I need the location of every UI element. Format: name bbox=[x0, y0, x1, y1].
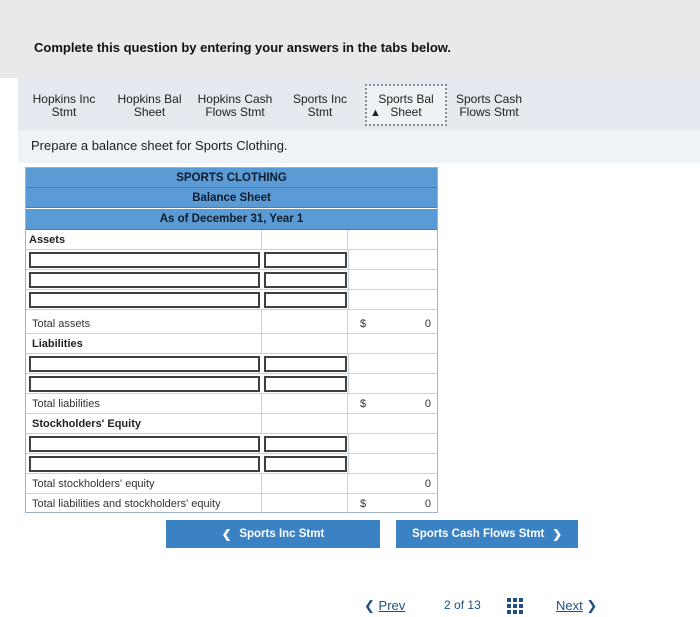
total-assets-row bbox=[26, 314, 437, 334]
total-equity-row bbox=[26, 474, 437, 494]
currency-symbol: $ bbox=[360, 397, 367, 410]
liabilities-label: Liabilities bbox=[26, 334, 262, 353]
total-liabilities-label: Total liabilities bbox=[26, 394, 262, 413]
instruction-text: Prepare a balance sheet for Sports Clothing. bbox=[31, 138, 288, 153]
total-liab-equity-label: Total liabilities and stockholders' equity bbox=[26, 494, 262, 514]
asset-label-select[interactable] bbox=[29, 292, 260, 308]
table-row bbox=[26, 250, 437, 270]
table-row bbox=[26, 354, 437, 374]
table-row bbox=[26, 374, 437, 394]
balance-sheet-form bbox=[25, 167, 438, 513]
total-liabilities-row bbox=[26, 394, 437, 414]
asset-label-select[interactable] bbox=[29, 272, 260, 288]
asset-amount-input[interactable] bbox=[264, 292, 347, 308]
page-indicator: 2 of 13 bbox=[444, 598, 481, 612]
total-equity-label: Total stockholders' equity bbox=[26, 474, 262, 493]
next-button[interactable]: Next ❯ bbox=[556, 598, 598, 613]
equity-label-select[interactable] bbox=[29, 456, 260, 472]
table-row bbox=[26, 434, 437, 454]
question-title: Complete this question by entering your answers in the tabs below. bbox=[34, 40, 452, 55]
mouse-cursor-icon: ▲ bbox=[370, 107, 381, 119]
asset-label-select[interactable] bbox=[29, 252, 260, 268]
tab-hopkins-inc-stmt[interactable]: Hopkins Inc Stmt bbox=[32, 92, 96, 119]
statement-date: As of December 31, Year 1 bbox=[26, 209, 437, 230]
asset-amount-input[interactable] bbox=[264, 252, 347, 268]
chevron-right-icon: ❯ bbox=[586, 598, 598, 613]
next-tab-button[interactable]: Sports Cash Flows Stmt ❯ bbox=[396, 520, 578, 548]
equity-amount-input[interactable] bbox=[264, 456, 347, 472]
currency-symbol: $ bbox=[360, 317, 367, 330]
liability-label-select[interactable] bbox=[29, 376, 260, 392]
total-liab-equity-value: 0 bbox=[424, 498, 431, 510]
assets-header-row bbox=[26, 230, 437, 250]
liability-label-select[interactable] bbox=[29, 356, 260, 372]
table-row bbox=[26, 454, 437, 474]
equity-header-row bbox=[26, 414, 437, 434]
currency-symbol: $ bbox=[360, 498, 367, 510]
liability-amount-input[interactable] bbox=[264, 376, 347, 392]
assets-label: Assets bbox=[26, 230, 262, 249]
tab-sports-cash-flows-stmt[interactable]: Sports Cash Flows Stmt bbox=[455, 92, 523, 119]
total-assets-label: Total assets bbox=[26, 314, 262, 333]
equity-label-select[interactable] bbox=[29, 436, 260, 452]
liabilities-header-row bbox=[26, 334, 437, 354]
total-assets-value: 0 bbox=[424, 317, 431, 330]
total-equity-value: 0 bbox=[424, 477, 431, 490]
chevron-right-icon: ❯ bbox=[552, 529, 562, 541]
tab-sports-bal-sheet[interactable]: Sports Bal Sheet bbox=[365, 84, 447, 126]
tab-hopkins-bal-sheet[interactable]: Hopkins Bal Sheet bbox=[117, 92, 182, 119]
tab-hopkins-cash-flows-stmt[interactable]: Hopkins Cash Flows Stmt bbox=[197, 92, 273, 119]
equity-amount-input[interactable] bbox=[264, 436, 347, 452]
total-liabilities-value: 0 bbox=[424, 397, 431, 410]
total-liab-equity-row bbox=[26, 494, 437, 514]
table-row bbox=[26, 290, 437, 310]
question-header bbox=[0, 0, 700, 78]
asset-amount-input[interactable] bbox=[264, 272, 347, 288]
liability-amount-input[interactable] bbox=[264, 356, 347, 372]
prev-tab-button[interactable]: ❮ Sports Inc Stmt bbox=[166, 520, 380, 548]
equity-label: Stockholders' Equity bbox=[26, 414, 262, 433]
chevron-left-icon: ❮ bbox=[364, 598, 375, 613]
statement-title: Balance Sheet bbox=[26, 188, 437, 208]
question-grid-icon[interactable] bbox=[507, 598, 523, 614]
company-name: SPORTS CLOTHING bbox=[26, 168, 437, 188]
prev-button[interactable]: ❮ Prev bbox=[364, 598, 406, 613]
tab-sports-inc-stmt[interactable]: Sports Inc Stmt bbox=[292, 92, 348, 119]
table-row bbox=[26, 270, 437, 290]
chevron-left-icon: ❮ bbox=[221, 529, 232, 541]
